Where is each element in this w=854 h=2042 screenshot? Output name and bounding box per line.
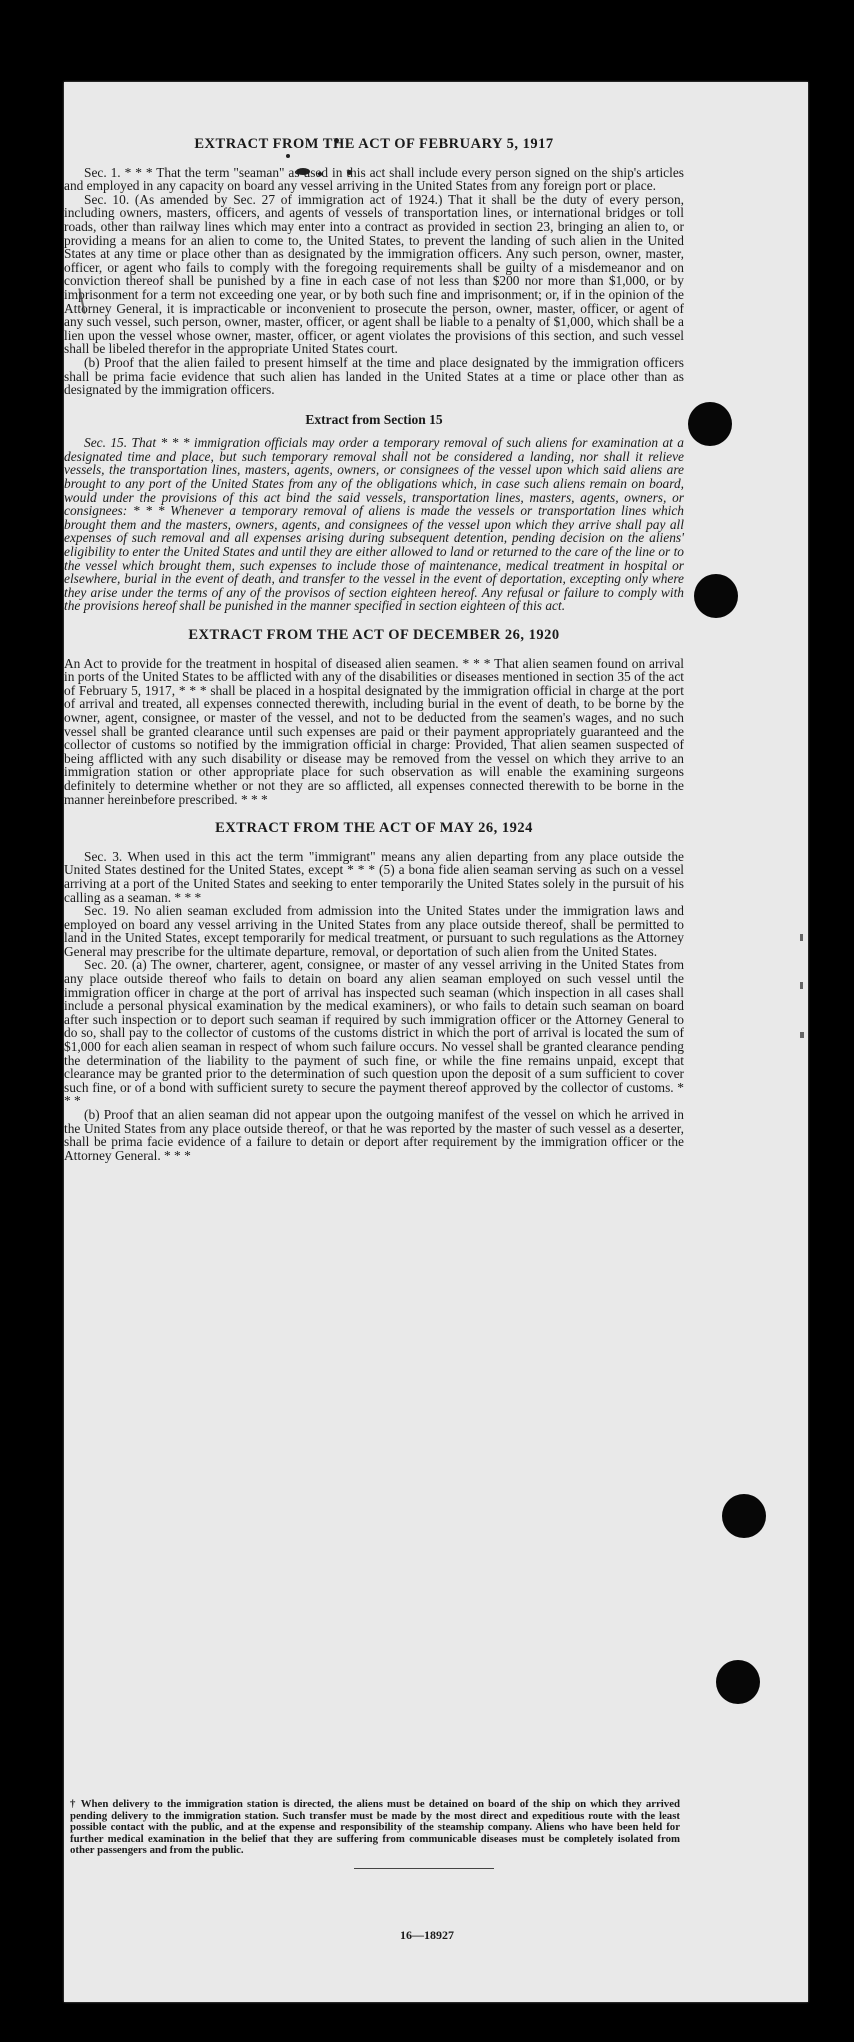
margin-mark (800, 982, 803, 989)
section-heading: Extract from Section 15 (305, 411, 443, 427)
section-1917 (64, 138, 684, 397)
section-heading: EXTRACT FROM THE ACT OF FEBRUARY 5, 1917 (194, 136, 554, 152)
form-code: 16—18927 (400, 1928, 454, 1942)
section-heading: EXTRACT FROM THE ACT OF MAY 26, 1924 (215, 820, 533, 837)
paragraph: (b) Proof that an alien seaman did not appear upon the outgoing manifest of the vessel on which he arrived in the United States from any place outside thereof, or that he was reported by the master of such vessel as a deserter, shall be prima facie evidence of a failure to detain or deport after requirement by the immigration officer or the Attorney General. * * * (64, 1107, 684, 1163)
paragraph: Sec. 20. (a) The owner, charterer, agent, consignee, or master of any vessel arriving in the United States from any place outside thereof who fails to detain on board any alien seaman employed on such vessel until the immigration officer in charge at the port of arrival has inspected such seaman (which inspection in all cases shall include a personal physical examination by the medical examiners), or who fails to detain such seaman on board after such inspection or to deport such seaman if required by such immigration officer or the Attorney General to do so, shall pay to the collector of customs of the customs district in which the port of arrival is located the sum of $1,000 for each alien seaman in respect of whom such failure occurs. No vessel shall be granted clearance pending the determination of the liability to the payment of such fine, or while the fine remains unpaid, except that clearance may be granted prior to the determination of such question upon the deposit of a sum sufficient to cover such fine, or of a bond with sufficient surety to secure the payment thereof approved by the collector of customs. * * * (64, 957, 684, 1109)
paragraph: Sec. 1. * * * That the term "seaman" as used in this act shall include every person signed on the ship's articles and employed in any capacity on board any vessel arriving in the United States from any foreign port or place. (64, 164, 684, 194)
paragraph: Sec. 10. (As amended by Sec. 27 of immigration act of 1924.) That it shall be the duty of every person, including owners, masters, officers, and agents of vessels of transportation lines, or international bridges or toll roads, other than railway lines which may enter into a contract as provided in section 23, bringing an alien to, or providing a means for an alien to come to, the United States, to prevent the landing of such alien in the United States at any time or place other than as designated by the immigration officers. Any such person, owner, master, officer, or agent who fails to comply with the foregoing requirements shall be guilty of a misdemeanor and on conviction thereof shall be punished by a fine in each case of not less than $200 nor more than $1,000, or by imprisonment for a term not exceeding one year, or by both such fine and imprisonment; or, if in the opinion of the Attorney General, it is impracticable or inconvenient to prosecute the person, owner, master, officer, or agent of any such vessel, such person, owner, master, officer, or agent shall be liable to a penalty of $1,000, which shall be a lien upon the vessel whose owner, master, officer, or agent violates the provisions of this section, and such vessel shall be libeled therefor in the appropriate United States court. (64, 191, 684, 357)
punch-hole (716, 1660, 760, 1704)
punch-hole (722, 1494, 766, 1538)
footnote-rule (354, 1868, 494, 1869)
paragraph: An Act to provide for the treatment in hospital of diseased alien seamen. * * * That alien seamen found on arrival in ports of the United States to be afflicted with any of the disabilities or diseases mentioned in section 35 of the act of February 5, 1917, * * * shall be placed in a hospital designated by the immigration official in charge at the port of arrival and treated, all expenses connected therewith, including burial in the event of death, to be borne by the owner, agent, consignee, or master of the vessel, and not to be deducted from the seamen's wages, and no such vessel shall be granted clearance until such expenses are paid or their payment appropriately guaranteed and the collector of customs so notified by the immigration official in charge: Provided, That alien seamen suspected of being afflicted with any such disability or disease may be removed from the vessel on which they arrive to an immigration station or other appropriate place for such observation as will enable the examining surgeons definitely to determine whether or not they are so afflicted, all expenses connected therewith to be borne in the manner hereinbefore prescribed. * * * (64, 655, 684, 807)
document-body (64, 138, 684, 1178)
margin-mark (800, 934, 803, 941)
section-1924 (64, 822, 684, 1162)
punch-hole (688, 402, 732, 446)
section-heading: EXTRACT FROM THE ACT OF DECEMBER 26, 1920 (188, 627, 560, 643)
margin-mark (800, 1032, 804, 1038)
footnote: † When delivery to the immigration station is directed, the aliens must be detained on board of the ship on which they arrived pending delivery to the immigration station. Such transfer must be made by the most direct and expeditious route with the least possible contact with the public, and at the expense and responsibility of the steamship company. Aliens who have been held for further medical examination in the belief that they are suffering from communicable diseases must be completely isolated from other passengers and from the public. (70, 1798, 680, 1857)
section-15 (64, 413, 684, 613)
paragraph: Sec. 19. No alien seaman excluded from admission into the United States under the immigration laws and employed on board any vessel arriving in the United States from any place outside thereof, shall be permitted to land in the United States, except temporarily for medical treatment, or pursuant to such regulations as the Attorney General may prescribe for the ultimate departure, removal, or deportation of such alien from the United States. (64, 903, 684, 959)
punch-hole (694, 574, 738, 618)
section-1920 (64, 629, 684, 806)
paragraph: Sec. 15. That * * * immigration officials may order a temporary removal of such aliens for examination at a designated time and place, but such temporary removal shall not be considered a landing, nor shall it relieve vessels, the transportation lines, masters, agents, owners, or consignees of the vessel upon which said aliens are brought to any port of the United States from any of the obligations which, in case such aliens remain on board, would under the provisions of this act bind the said vessels, transportation lines, masters, agents, owners, or consignees: * * * Whenever a temporary removal of aliens is made the vessels or transportation lines which brought them and the masters, owners, agents, and consignees of the vessel upon which they arrive shall pay all expenses of such removal and all expenses arising during subsequent detention, pending decision on the aliens' eligibility to enter the United States and until they are either allowed to land or returned to the care of the line or to the vessel which brought them, such expenses to include those of maintenance, medical treatment in hospital or elsewhere, burial in the event of death, and transfer to the vessel in the event of deportation, excepting only where they arise under the terms of any of the provisos of section eighteen hereof. Any refusal or failure to comply with the provisions hereof shall be punished in the manner specified in section eighteen of this act. (64, 435, 684, 614)
paragraph: (b) Proof that the alien failed to present himself at the time and place designated by the immigration officers shall be prima facie evidence that such alien has landed in the United States at a time or place other than as designated by the immigration officers. (64, 354, 684, 398)
paragraph: Sec. 3. When used in this act the term "immigrant" means any alien departing from any place outside the United States destined for the United States, except * * * (5) a bona fide alien seaman serving as such on a vessel arriving at a port of the United States and seeking to enter temporarily the United States solely in the pursuit of his calling as a seaman. * * * (64, 848, 684, 905)
